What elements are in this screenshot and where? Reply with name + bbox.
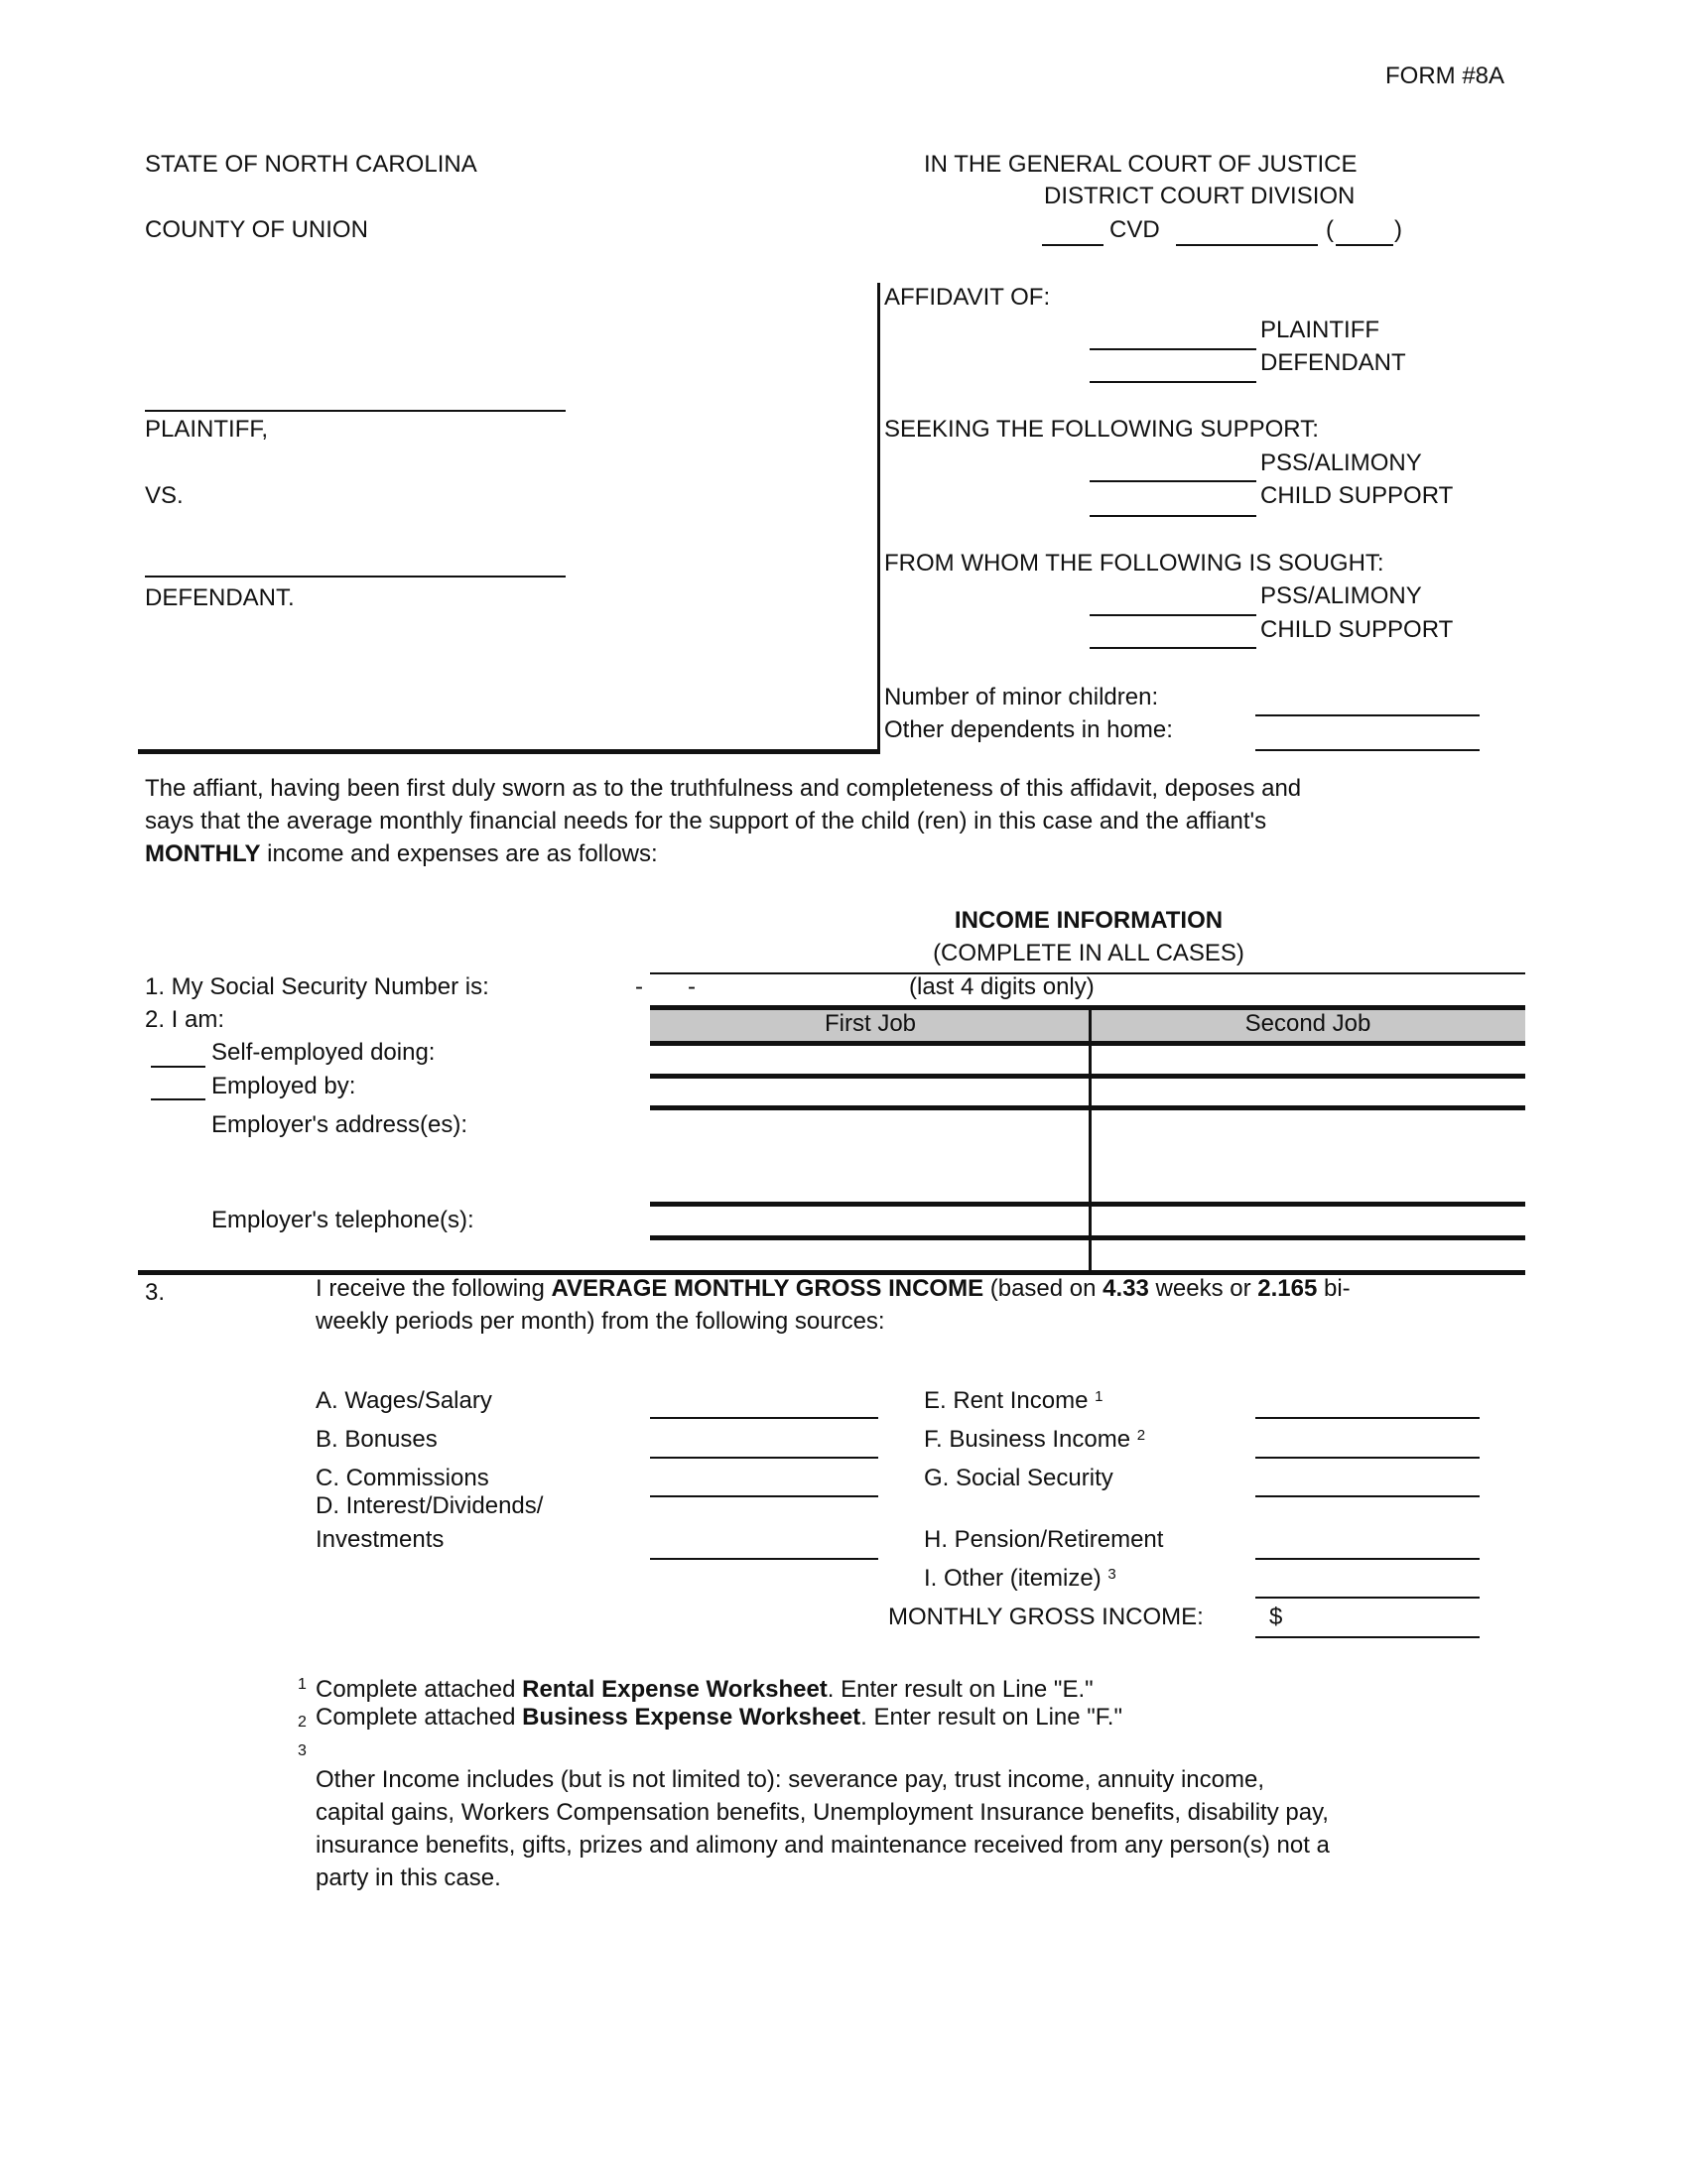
paren-open: ( [1326,216,1334,243]
investments-label: Investments [316,1526,445,1553]
text: F. Business Income [924,1426,1131,1453]
caption-bottom-rule [138,749,880,754]
first-job-self-employed-field[interactable] [650,1046,1087,1076]
col-second-job: Second Job [1244,1010,1371,1037]
income-info-title: INCOME INFORMATION [954,907,1224,934]
vs-label: VS. [145,482,184,509]
self-employed-check[interactable] [151,1066,205,1068]
ssn-dash-2: - [688,973,696,1000]
currency-symbol: $ [1269,1604,1283,1630]
plaintiff-name-field[interactable] [145,410,566,412]
footnote-3-line-1: Other Income includes (but is not limited to): severance pay, trust income, annuity income, [316,1766,1264,1793]
i-am-label: 2. I am: [145,1006,225,1033]
first-job-employer-field[interactable] [650,1079,1087,1108]
intro-line-3-rest: income and expenses are as follows: [260,840,658,867]
from-option-child-support: CHILD SUPPORT [1260,616,1454,643]
intro-line-2: says that the average monthly financial needs for the support of the child (ren) in this case and the affiant's [145,808,1267,835]
rent-income-field[interactable] [1255,1417,1480,1419]
footnote-2-number: 2 [298,1714,307,1731]
monthly-bold: MONTHLY [145,840,261,867]
text: (based on [983,1275,1104,1302]
wages-label: A. Wages/Salary [316,1387,492,1414]
other-income-field[interactable] [1255,1597,1480,1599]
second-job-telephone-field[interactable] [1093,1207,1525,1236]
gross-line-1 [316,1274,1351,1304]
from-alimony-field[interactable] [1090,614,1256,616]
ssn-field[interactable] [714,974,893,1004]
text: E. Rent Income [924,1387,1089,1414]
ssn-label: 1. My Social Security Number is: [145,973,489,1000]
from-child-support-field[interactable] [1090,647,1256,649]
division-label: DISTRICT COURT DIVISION [1044,183,1356,209]
employer-address-label: Employer's address(es): [211,1111,467,1138]
text: Complete attached [316,1704,523,1731]
income-info-subtitle: (COMPLETE IN ALL CASES) [933,940,1244,966]
business-income-field[interactable] [1255,1457,1480,1459]
minor-children-label: Number of minor children: [884,684,1159,710]
rental-worksheet-ref: Rental Expense Worksheet [522,1676,828,1703]
seeking-label: SEEKING THE FOLLOWING SUPPORT: [884,416,1319,443]
defendant-check-field[interactable] [1090,381,1256,383]
footnote-1-number: 1 [298,1676,307,1693]
affidavit-option-plaintiff: PLAINTIFF [1260,317,1380,343]
business-income-label [924,1425,1145,1455]
pension-field[interactable] [1255,1558,1480,1560]
cvd-label: CVD [1109,216,1160,243]
footnote-1 [316,1675,1094,1705]
second-job-address-field[interactable] [1093,1111,1525,1199]
defendant-name-field[interactable] [145,576,566,578]
intro-line-3 [145,839,658,869]
social-security-label: G. Social Security [924,1465,1113,1491]
intro-line-1: The affiant, having been first duly sworn as to the truthfulness and completeness of this affidavit, deposes and [145,775,1302,802]
text: I. Other (itemize) [924,1565,1102,1592]
text: bi- [1317,1275,1351,1302]
seeking-option-alimony: PSS/ALIMONY [1260,450,1422,476]
plaintiff-check-field[interactable] [1090,348,1256,350]
job-table-top-rule [650,1005,1525,1010]
affidavit-of-label: AFFIDAVIT OF: [884,284,1051,311]
footnote-ref: 1 [1095,1388,1104,1405]
from-option-alimony: PSS/ALIMONY [1260,582,1422,609]
footnote-3-number: 3 [298,1742,307,1759]
second-job-self-employed-field[interactable] [1093,1046,1525,1076]
interest-field[interactable] [650,1558,878,1560]
job-table-header [650,1008,1525,1042]
gross-line-2: weekly periods per month) from the following sources: [316,1308,885,1335]
footnote-3-line-3: insurance benefits, gifts, prizes and alimony and maintenance received from any person(s) not a [316,1832,1330,1859]
footnote-2 [316,1703,1122,1733]
footnote-3-line-2: capital gains, Workers Compensation benefits, Unemployment Insurance benefits, disability pay, [316,1799,1329,1826]
text: Complete attached [316,1676,523,1703]
text-bold: AVERAGE MONTHLY GROSS INCOME [551,1275,984,1302]
other-dependents-field[interactable] [1255,749,1480,751]
commissions-label: C. Commissions [316,1465,489,1491]
bonuses-label: B. Bonuses [316,1426,438,1453]
seeking-child-support-field[interactable] [1090,515,1256,517]
defendant-label: DEFENDANT. [145,584,295,611]
interest-label: D. Interest/Dividends/ [316,1492,544,1519]
court-label: IN THE GENERAL COURT OF JUSTICE [924,151,1358,178]
rent-income-label [924,1386,1103,1416]
first-job-address-field[interactable] [650,1111,1087,1199]
footnote-ref: 3 [1107,1566,1116,1583]
text-bold: 4.33 [1103,1275,1149,1302]
business-worksheet-ref: Business Expense Worksheet [522,1704,861,1731]
footnote-3-line-4: party in this case. [316,1864,501,1891]
minor-children-field[interactable] [1255,714,1480,716]
from-whom-label: FROM WHOM THE FOLLOWING IS SOUGHT: [884,550,1384,577]
text: . Enter result on Line "F." [860,1704,1122,1731]
employed-by-label: Employed by: [211,1073,356,1099]
seeking-alimony-field[interactable] [1090,480,1256,482]
text: . Enter result on Line "E." [827,1676,1094,1703]
state-label: STATE OF NORTH CAROLINA [145,151,477,178]
text: weeks or [1148,1275,1258,1302]
cvd-suffix-field[interactable] [1336,244,1393,246]
footnote-ref: 2 [1136,1427,1146,1444]
employer-telephone-label: Employer's telephone(s): [211,1207,474,1233]
text: I receive the following [316,1275,552,1302]
employed-check[interactable] [151,1098,205,1100]
self-employed-label: Self-employed doing: [211,1039,436,1066]
social-security-field[interactable] [1255,1495,1480,1497]
ssn-note: (last 4 digits only) [909,973,1095,1000]
col-first-job: First Job [824,1010,917,1037]
monthly-gross-income-label: MONTHLY GROSS INCOME: [888,1604,1204,1630]
text-bold: 2.165 [1257,1275,1318,1302]
section-3-number: 3. [145,1279,166,1306]
seeking-option-child-support: CHILD SUPPORT [1260,482,1454,509]
bonuses-field[interactable] [650,1457,878,1459]
second-job-employer-field[interactable] [1093,1079,1525,1108]
cvd-year-field[interactable] [1042,244,1104,246]
paren-close: ) [1394,216,1402,243]
plaintiff-label: PLAINTIFF, [145,416,269,443]
ssn-dash-1: - [635,973,643,1000]
cvd-number-field[interactable] [1176,244,1318,246]
monthly-gross-income-field[interactable] [1255,1636,1480,1638]
form-number: FORM #8A [1385,63,1505,89]
county-label: COUNTY OF UNION [145,216,368,243]
pension-label: H. Pension/Retirement [924,1526,1164,1553]
caption-divider [877,283,880,754]
affidavit-option-defendant: DEFENDANT [1260,349,1406,376]
commissions-field[interactable] [650,1495,878,1497]
wages-field[interactable] [650,1417,878,1419]
first-job-telephone-field[interactable] [650,1207,1087,1236]
other-dependents-label: Other dependents in home: [884,716,1173,743]
other-income-label [924,1564,1116,1594]
job-table-divider [1089,1008,1092,1272]
